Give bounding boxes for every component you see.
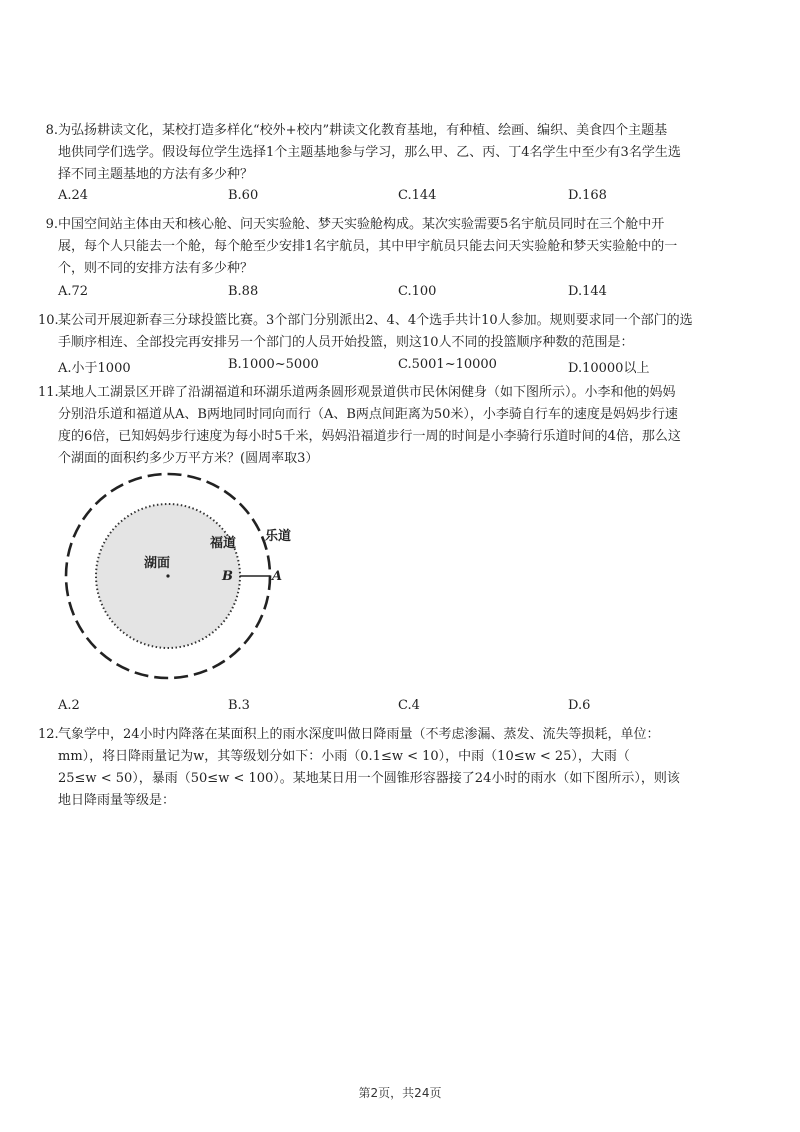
option-a: A.小于1000 (58, 361, 131, 376)
option-b: B.88 (228, 284, 259, 299)
question-number: 11. (38, 385, 59, 400)
question-text-line: 择不同主题基地的方法有多少种？ (58, 167, 254, 182)
page-footer: 第2页，共24页 (358, 1086, 442, 1100)
option-d: D.144 (568, 284, 607, 299)
lake-label: 湖面 (143, 556, 171, 571)
option-c: C.100 (398, 284, 437, 299)
point-a-label: A (272, 569, 283, 584)
question-number: 12. (38, 727, 59, 742)
question-text-line: 展，每个人只能去一个舱，每个舱至少安排1名宇航员，其中甲宇航员只能去问天实验舱和梦天实验舱中的一 (58, 239, 678, 254)
option-a: A.24 (58, 188, 89, 203)
question-text-line: 某公司开展迎新春三分球投篮比赛。3个部门分别派出2、4、4个选手共计10人参加。规则要求同一个部门的选 (58, 313, 693, 328)
question-12 (38, 724, 768, 812)
option-a: A.2 (58, 698, 80, 713)
question-text-line: 手顺序相连、全部投完再安排另一个部门的人员开始投篮，则这10人不同的投篮顺序种数的范围是： (58, 335, 634, 350)
question-8 (38, 120, 768, 186)
fudao-label: 福道 (210, 536, 237, 551)
point-b-label: B (222, 569, 233, 584)
question-10-options (58, 357, 758, 379)
question-11-options (58, 698, 758, 720)
question-text-line: 地日降雨量等级是： (58, 793, 176, 808)
question-number: 8. (45, 123, 58, 138)
option-c: C.144 (398, 188, 437, 203)
question-9-options (58, 284, 758, 306)
question-10 (38, 310, 768, 354)
question-text-line: 分别沿乐道和福道从A、B两地同时同向而行（A、B两点间距离为50米），小李骑自行车的速度是妈妈步行速 (58, 407, 678, 422)
option-d: D.10000以上 (568, 361, 650, 376)
lake-diagram (62, 470, 322, 692)
question-number: 9. (45, 217, 58, 232)
option-d: D.168 (568, 188, 607, 203)
option-a: A.72 (58, 284, 89, 299)
question-text-line: 为弘扬耕读文化，某校打造多样化“校外+校内”耕读文化教育基地，有种植、绘画、编织、美食四个主题基 (58, 123, 668, 138)
question-text-line: 个，则不同的安排方法有多少种？ (58, 261, 254, 276)
question-text-line: 25≤w < 50），暴雨（50≤w < 100）。某地某日用一个圆锥形容器接了24小时的雨水（如下图所示），则该 (58, 771, 680, 786)
question-text-line: 某地人工湖景区开辟了沿湖福道和环湖乐道两条圆形观景道供市民休闲健身（如下图所示）。小李和他的妈妈 (58, 385, 676, 400)
question-9 (38, 214, 768, 280)
question-text-line: 中国空间站主体由天和核心舱、问天实验舱、梦天实验舱构成。某次实验需要5名宇航员同时在三个舱中开 (58, 217, 665, 232)
question-text-line: 地供同学们选学。假设每位学生选择1个主题基地参与学习，那么甲、乙、丙、丁4名学生中至少有3名学生选 (58, 145, 681, 160)
question-text-line: mm），将日降雨量记为w，其等级划分如下：小雨（0.1≤w < 10），中雨（10≤w < 25），大雨（ (58, 749, 630, 764)
ledao-label: 乐道 (265, 529, 292, 544)
option-c: C.4 (398, 698, 420, 713)
option-b: B.3 (228, 698, 250, 713)
question-text-line: 度的6倍，已知妈妈步行速度为每小时5千米，妈妈沿福道步行一周的时间是小李骑行乐道时间的4倍，那么这 (58, 429, 681, 444)
option-d: D.6 (568, 698, 591, 713)
lake-center-dot (166, 574, 169, 577)
question-text-line: 气象学中，24小时内降落在某面积上的雨水深度叫做日降雨量（不考虑渗漏、蒸发、流失等损耗，单位： (58, 727, 660, 742)
option-c: C.5001~10000 (398, 357, 497, 372)
option-b: B.60 (228, 188, 259, 203)
question-11 (38, 382, 768, 470)
option-b: B.1000~5000 (228, 357, 319, 372)
question-8-options (58, 188, 758, 210)
question-text-line: 个湖面的面积约多少万平方米？(圆周率取3） (58, 451, 319, 466)
question-number: 10. (38, 313, 59, 328)
